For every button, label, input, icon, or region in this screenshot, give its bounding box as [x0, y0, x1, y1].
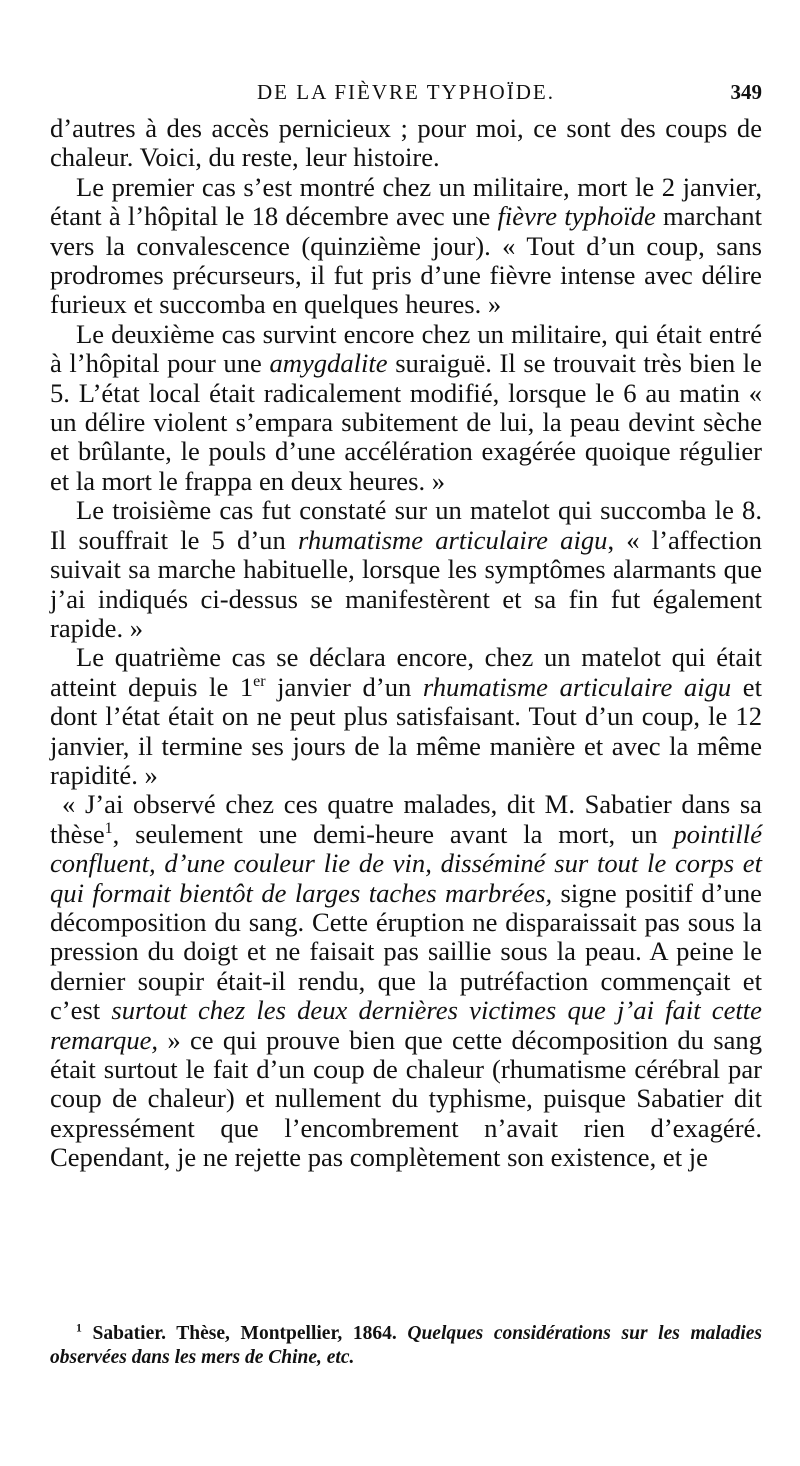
running-head: [50, 80, 762, 110]
paragraph-1-text: d’autres à des accès pernicieux ; pour moi, ce sont des coups de chaleur. Voici, du reste, leur histoire.: [50, 113, 762, 173]
body-text: [50, 114, 762, 1173]
paragraph-3: [50, 320, 762, 496]
footnote: [50, 1322, 762, 1370]
paragraph-4-text-a: Le troisième cas fut constaté sur un matelot qui succomba le 8. Il souffrait le 5 d’un: [50, 495, 762, 555]
paragraph-2-text-c: marchant vers la convalescence (quinzième jour). « Tout d’un coup, sans prodromes précurseurs, il fut pris d’une fièvre intense avec délire furieux et succomba en quelques heures. »: [50, 201, 762, 320]
paragraph-6: [50, 790, 762, 1172]
paragraph-4-text-c: , « l’affection suivait sa marche habituelle, lorsque les symptômes alarmants que j’ai indiqués ci-dessus se manifestèrent et sa fin fut également rapide. »: [50, 524, 762, 643]
paragraph-5-italic: rhumatisme articulaire aigu: [422, 671, 732, 702]
paragraph-2-italic: fièvre typhoïde: [497, 201, 656, 232]
page-number: 349: [730, 80, 762, 104]
footnote-marker: 1: [76, 1321, 82, 1335]
footnote-text: Sabatier. Thèse, Montpellier, 1864.: [81, 1323, 408, 1344]
paragraph-5-text-d: et dont l’état était on ne peut plus satisfaisant. Tout d’un coup, le 12 janvier, il termine ses jours de la même manière et avec la même rapidité. »: [50, 671, 762, 790]
paragraph-6-italic-1: pointillé confluent, d’une couleur lie de vin, disséminé sur tout le corps et qui formait bientôt de larges taches marbrées,: [50, 818, 762, 908]
footnote-title: Quelques considérations sur les maladies observées dans les mers de Chine, etc.: [50, 1323, 762, 1368]
running-title: DE LA FIÈVRE TYPHOÏDE.: [257, 80, 555, 104]
paragraph-3-text-c: suraiguë. Il se trouvait très bien le 5. L’état local était radicalement modifié, lorsque le 6 au matin « un délire violent s’empara subitement de lui, la peau devint sèche et brûlante, le pouls d’une accélération exagérée quoique régulier et la mort le frappa en deux heures. »: [50, 348, 762, 496]
paragraph-3-italic: amygdalite: [269, 348, 388, 379]
paragraph-6-text-a: « J’ai observé chez ces quatre malades, dit M. Sabatier dans sa thèse: [50, 789, 762, 849]
paragraph-3-text-a: Le deuxième cas survint encore chez un militaire, qui était entré à l’hôpital pour une: [50, 318, 762, 379]
footnote-reference: 1: [104, 819, 113, 837]
paragraph-6-text-f: » ce qui prouve bien que cette décomposition du sang était surtout le fait d’un coup de chaleur (rhumatisme cérébral par coup de chaleur) et nullement du typhisme, puisque Sabatier dit expressément que l’encombrement n’avait rien d’exagéré. Cependant, je ne rejette pas complètement son existence, et je: [50, 1024, 762, 1173]
paragraph-6-italic-2: surtout chez les deux dernières victimes que j’ai fait cette remarque,: [50, 995, 762, 1055]
paragraph-2: [50, 173, 762, 320]
paragraph-5: [50, 643, 762, 790]
paragraph-2-text-a: Le premier cas s’est montré chez un militaire, mort le 2 janvier, étant à l’hôpital le 18 décembre avec une: [50, 171, 762, 232]
paragraph-5-text-b: janvier d’un: [265, 671, 423, 702]
paragraph-4-italic: rhumatisme articulaire aigu: [297, 524, 608, 555]
paragraph-1: [50, 114, 762, 173]
paragraph-4: [50, 496, 762, 643]
paragraph-5-superscript: er: [253, 672, 266, 690]
paragraph-5-text-a: Le quatrième cas se déclara encore, chez un matelot qui était atteint depuis le 1: [50, 642, 762, 702]
paragraph-6-text-d: signe positif d’une décomposition du sang. Cette éruption ne disparaissait pas sous la pression du doigt et ne faisait pas saillie sous la peau. A peine le dernier soupir était-il rendu, que la putréfaction commençait et c’est: [50, 877, 762, 1026]
paragraph-6-text-b: , seulement une demi-heure avant la mort, un: [112, 818, 674, 849]
